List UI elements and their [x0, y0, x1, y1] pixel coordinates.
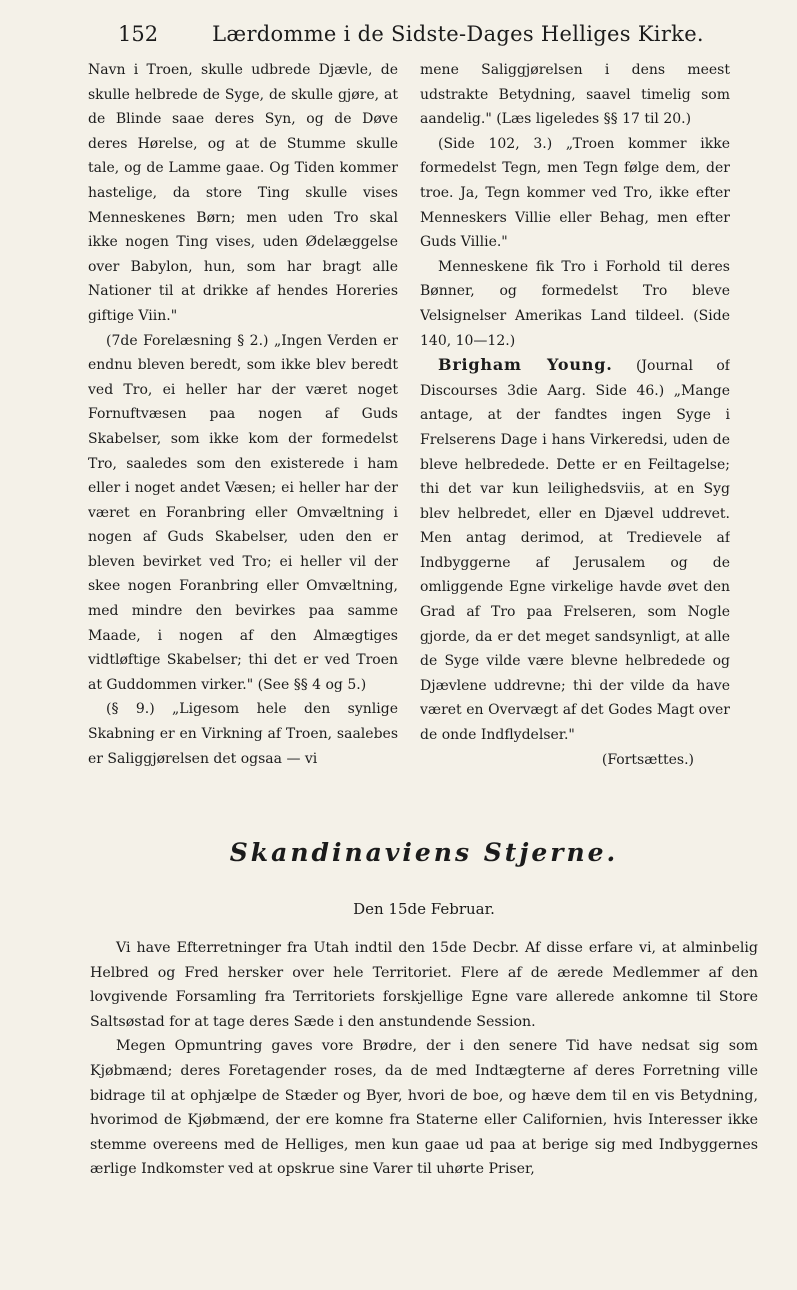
right-paragraph-4: [420, 353, 730, 748]
right-paragraph-3: Menneskene fik Tro i Forhold til deres Bønner, og formedelst Tro bleve Velsignelser Amerikas Land tildeel. (Side 140, 10—12.): [420, 258, 730, 349]
left-paragraph-2: (7de Forelæsning § 2.) „Ingen Verden er endnu bleven beredt, som ikke blev beredt ved Tro, ei heller har der været noget Fornuftvæsen paa nogen af Guds Skabelser, som ikke kom der formedelst Tro, saaledes som den existerede i ham eller i noget andet Væsen; ei heller har der været en Foranbring eller Omvæltning i nogen af Guds Skabelser, uden den er bleven bevirket ved Tro; ei heller vil der skee nogen Foranbring eller Omvæltning, med mindre den bevirkes paa samme Maade, i nogen af den Almægtiges vidtløftige Skabelser; thi det er ved Troen at Guddommen virker." (See §§ 4 og 5.): [88, 332, 398, 693]
author-name: Brigham Young.: [438, 355, 613, 375]
section-body: [90, 936, 758, 1276]
section-paragraph-2: Megen Opmuntring gaves vore Brødre, der i den senere Tid have nedsat sig som Kjøbmænd; deres Foretagender roses, da de med Indtægterne af deres Forretning ville bidrage til at ophjælpe de Stæder og Byer, hvori de boe, og hæve dem til en vis Betydning, hvorimod de Kjøbmænd, der ere komne fra Staterne eller Californien, hvis Interesser ikke stemme overeens med de Helliges, men kun gaae ud paa at berige sig med Indbyggernes ærlige Indkomster ved at opskrue sine Varer til uhørte Priser,: [90, 1038, 758, 1178]
dateline: Den 15de Februar.: [353, 900, 495, 918]
section-title: Skandinaviens Stjerne.: [229, 838, 619, 867]
left-paragraph-1: Navn i Troen, skulle udbrede Djævle, de skulle helbrede de Syge, de skulle gjøre, at de Blinde saae deres Syn, og de Døve deres Hørelse, og at de Stumme skulle tale, og de Lamme gaae. Og Tiden kommer hastelige, da store Ting skulle vises Menneskenes Børn; men uden Tro skal ikke nogen Ting vises, uden Ødelæggelse over Babylon, hun, som har bragt alle Nationer til at drikke af hendes Horeries giftige Viin.": [88, 62, 398, 324]
journal-quote: (Journal of Discourses 3die Aarg. Side 46.) „Mange antage, at der fandtes ingen Syge i Frelserens Dage i hans Virkeredsi, uden de bleve helbredede. Dette er en Feiltagelse; thi det var kun leilighedsviis, at en Syg blev helbredet, eller en Djævel uddrevet. Men antag derimod, at Tredievele af Indbyggerne af Jerusalem og de omliggende Egne virkelige havde øvet den Grad af Tro paa Frelseren, som Nogle gjorde, da er det meget sandsynligt, at alle de Syge vilde være blevne helbredede og Djævlene uddrevne; thi der vilde da have været en Overvægt af det Godes Magt over de onde Indflydelser.": [420, 358, 730, 744]
page-number: 152: [118, 22, 159, 46]
left-column: [88, 58, 398, 828]
running-head: [118, 22, 758, 52]
right-paragraph-1: mene Saliggjørelsen i dens meest udstrakte Betydning, saavel timelig som aandelig." (Læs ligeledes §§ 17 til 20.): [420, 62, 730, 128]
left-paragraph-3: (§ 9.) „Ligesom hele den synlige Skabning er en Virkning af Troen, saalebes er Saliggjørelsen det ogsaa — vi: [88, 701, 398, 767]
continued-note: (Fortsættes.): [601, 751, 694, 768]
section-paragraph-1: Vi have Efterretninger fra Utah indtil den 15de Decbr. Af disse erfare vi, at alminbelig Helbred og Fred hersker over hele Territoriet. Flere af de ærede Medlemmer af den lovgivende Forsamling fra Territoriets forskjellige Egne vare allerede ankomne til Store Saltsøstad for at tage deres Sæde i den anstundende Session.: [90, 940, 758, 1030]
running-title: Lærdomme i de Sidste-Dages Helliges Kirke.: [212, 22, 704, 46]
right-paragraph-2: (Side 102, 3.) „Troen kommer ikke formedelst Tegn, men Tegn følge dem, der troe. Ja, Tegn kommer ved Tro, ikke efter Menneskers Villie eller Behag, men efter Guds Villie.": [420, 135, 730, 251]
right-column: [420, 58, 730, 828]
